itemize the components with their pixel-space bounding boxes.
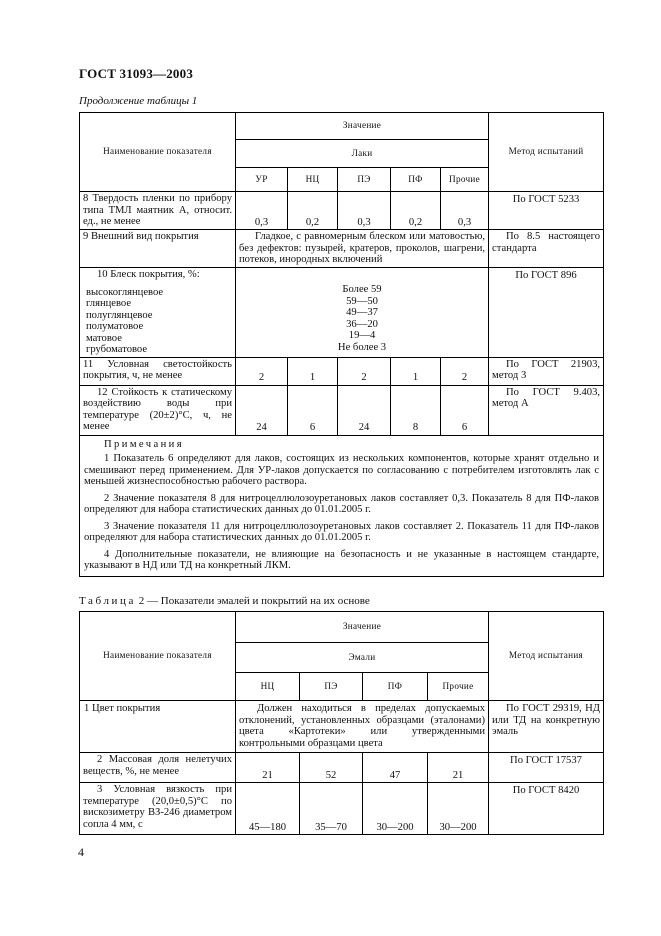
t2-header-indicator: Наименование показателя <box>80 612 236 701</box>
list-item: 59—50 <box>346 295 378 307</box>
document-header: ГОСТ 31093—2003 <box>79 66 194 81</box>
t2-col-other: Прочие <box>428 673 489 701</box>
note-item: 4 Дополнительные показатели, не влияющие на безопасность и не указанные в настоящем стандарте, указывают в НД или ТД на конкретный ЛКМ. <box>84 548 600 571</box>
t1-col-pf: ПФ <box>391 168 441 192</box>
notes-heading: Примечания <box>104 438 184 450</box>
t2-col-pf: ПФ <box>363 673 428 701</box>
list-item: 36—20 <box>346 318 378 330</box>
t1-col-pe: ПЭ <box>338 168 391 192</box>
row-method: По ГОСТ 8420 <box>489 783 604 835</box>
cell-value: 30—200 <box>363 783 428 835</box>
t2-col-pe: ПЭ <box>300 673 363 701</box>
table-row <box>80 701 604 753</box>
cell-value: 24 <box>338 385 391 435</box>
table-2-caption: 2 — Показатели эмалей и покрытий на их основе <box>138 595 370 607</box>
row-method: По ГОСТ 5233 <box>489 192 604 230</box>
cell-value: 21 <box>428 753 489 783</box>
cell-value: 0,2 <box>288 192 338 230</box>
t1-header-indicator: Наименование показателя <box>80 113 236 192</box>
row-text: Должен находиться в пределах допускаемых отклонений, установленных образцами (эталонами) цвета «Картотеки» или утвержденными контрольными образцами цвета <box>236 701 489 753</box>
row-name: 8 Твердость пленки по прибору типа ТМЛ маятник А, относит. ед., не менее <box>80 192 236 230</box>
notes-row <box>80 435 604 576</box>
row-name: 2 Массовая доля нелетучих веществ, %, не менее <box>80 753 236 783</box>
cell-value: 2 <box>441 357 489 385</box>
row-name: 11 Условная светостойкость покрытия, ч, не менее <box>80 357 236 385</box>
cell-value: 52 <box>300 753 363 783</box>
table-continuation-caption: Продолжение таблицы 1 <box>79 95 198 107</box>
table-1 <box>79 112 604 577</box>
cell-value: 24 <box>236 385 288 435</box>
t1-header-method: Метод испытаний <box>489 113 604 192</box>
list-item: матовое <box>86 332 122 344</box>
page-number: 4 <box>78 845 84 859</box>
gloss-value-list <box>236 268 489 358</box>
table-2 <box>79 611 604 835</box>
cell-value: 6 <box>441 385 489 435</box>
t1-col-nc: НЦ <box>288 168 338 192</box>
cell-value: 0,3 <box>236 192 288 230</box>
table-2-title <box>79 595 370 607</box>
cell-value: 30—200 <box>428 783 489 835</box>
notes-block <box>80 435 604 576</box>
row-method: По ГОСТ 9.403, метод А <box>489 385 604 435</box>
list-item: Более 59 <box>342 284 382 295</box>
table-2-label: Таблица <box>79 595 136 607</box>
t2-header-group: Эмали <box>236 643 489 673</box>
table-row <box>80 783 604 835</box>
cell-value: 0,3 <box>441 192 489 230</box>
list-item: Не более 3 <box>337 341 387 353</box>
cell-value: 6 <box>288 385 338 435</box>
row-name: 10 Блеск покрытия, %: <box>97 269 200 280</box>
cell-value: 8 <box>391 385 441 435</box>
row-name-block <box>80 268 236 358</box>
t1-header-value: Значение <box>236 113 489 140</box>
table-row <box>80 753 604 783</box>
list-item: 49—37 <box>346 307 378 318</box>
cell-value: 45—180 <box>236 783 300 835</box>
row-method: По 8.5 настоящего стандарта <box>489 230 604 268</box>
cell-value: 2 <box>236 357 288 385</box>
cell-value: 0,3 <box>338 192 391 230</box>
list-item: высокоглянцевое <box>86 286 164 298</box>
cell-value: 35—70 <box>300 783 363 835</box>
t1-col-ur: УР <box>236 168 288 192</box>
row-text: Гладкое, с равномерным блеском или матовостью, без дефектов: пузырей, кратеров, проколов, шагрени, потеков, инородных включений <box>236 230 489 268</box>
table-row <box>80 357 604 385</box>
row-method: По ГОСТ 17537 <box>489 753 604 783</box>
row-name: 1 Цвет покрытия <box>80 701 236 753</box>
gloss-type-list <box>83 287 232 356</box>
table-row <box>80 268 604 358</box>
note-item: 3 Значение показателя 11 для нитроцеллюлозоуретановых лаков составляет 2. Показатель 11 для ПФ-лаков определяют для набора статистических данных до 01.01.2005 г. <box>84 520 600 543</box>
cell-value: 2 <box>338 357 391 385</box>
row-name: 3 Условная вязкость при температуре (20,0±0,5)°С по вискозиметру ВЗ-246 диаметром сопла 4 мм, с <box>80 783 236 835</box>
cell-value: 1 <box>391 357 441 385</box>
list-item: глянцевое <box>86 298 132 309</box>
list-item: полуматовое <box>86 321 144 332</box>
t1-col-other: Прочие <box>441 168 489 192</box>
t2-col-nc: НЦ <box>236 673 300 701</box>
note-item: 2 Значение показателя 8 для нитроцеллюлозоуретановых лаков составляет 0,3. Показатель 8 для ПФ-лаков определяют для набора статистических данных до 01.01.2005 г. <box>84 492 600 515</box>
list-item: полуглянцевое <box>86 309 153 321</box>
t1-header-group: Лаки <box>236 140 489 168</box>
row-name: 12 Стойкость к статическому воздействию воды при температуре (20±2)°С, ч, не менее <box>80 385 236 435</box>
row-method: По ГОСТ 21903, метод 3 <box>489 357 604 385</box>
cell-value: 21 <box>236 753 300 783</box>
row-method: По ГОСТ 29319, НД или ТД на конкретную эмаль <box>489 701 604 753</box>
row-method: По ГОСТ 896 <box>489 268 604 358</box>
cell-value: 0,2 <box>391 192 441 230</box>
cell-value: 1 <box>288 357 338 385</box>
cell-value: 47 <box>363 753 428 783</box>
note-item: 1 Показатель 6 определяют для лаков, состоящих из нескольких компонентов, которые хранят отдельно и смешивают перед применением. Для УР-лаков допускается по согласованию с потребителем изготовлять лак с меньшей жизнеспособностью рабочего раствора. <box>84 453 600 487</box>
list-item: грубоматовое <box>86 344 148 355</box>
list-item: 19—4 <box>348 330 376 341</box>
table-row <box>80 385 604 435</box>
row-name: 9 Внешний вид покрытия <box>80 230 236 268</box>
table-row <box>80 192 604 230</box>
t2-header-value: Значение <box>236 612 489 643</box>
table-row <box>80 230 604 268</box>
t2-header-method: Метод испытания <box>489 612 604 701</box>
